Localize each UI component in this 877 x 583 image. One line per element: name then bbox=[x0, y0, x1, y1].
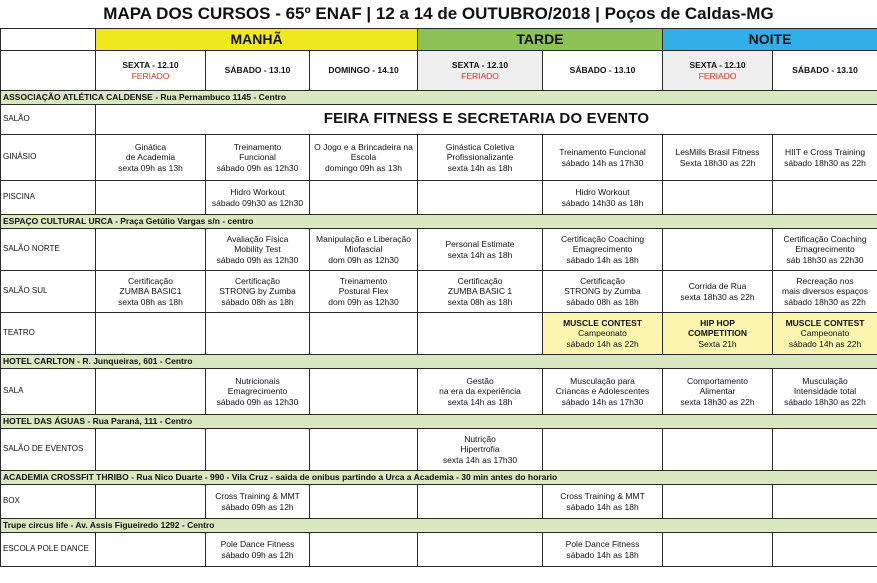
empty-cell bbox=[773, 485, 877, 519]
empty-cell bbox=[310, 313, 418, 355]
day-header: SEXTA - 12.10 FERIADO bbox=[663, 51, 773, 91]
room-row bbox=[1, 313, 877, 355]
section-header: HOTEL CARLTON - R. Junqueiras, 601 - Centro bbox=[1, 355, 877, 369]
course-cell: Nutrição Hipertrofia sexta 14h as 17h30 bbox=[418, 429, 543, 471]
empty-cell bbox=[418, 533, 543, 567]
course-cell: MUSCLE CONTEST Campeonato sábado 14h as 22h bbox=[543, 313, 663, 355]
feira-cell: FEIRA FITNESS E SECRETARIA DO EVENTO bbox=[96, 105, 877, 135]
course-cell: Manipulação e Liberação Miofascial dom 09h as 12h30 bbox=[310, 229, 418, 271]
corner-cell bbox=[1, 29, 96, 51]
course-cell: Treinamento Funcional sábado 14h as 17h30 bbox=[543, 135, 663, 181]
empty-cell bbox=[663, 533, 773, 567]
day-header: SÁBADO - 13.10 bbox=[543, 51, 663, 91]
empty-cell bbox=[773, 533, 877, 567]
room-row bbox=[1, 229, 877, 271]
room-label: GINÁSIO bbox=[1, 135, 96, 181]
room-label: SALÃO bbox=[1, 105, 96, 135]
course-cell: Certificação STRONG by Zumba sábado 08h as 18h bbox=[543, 271, 663, 313]
section-header: HOTEL DAS ÁGUAS - Rua Paraná, 111 - Centro bbox=[1, 415, 877, 429]
course-cell: Pole Dance Fitness sábado 14h as 18h bbox=[543, 533, 663, 567]
room-row bbox=[1, 533, 877, 567]
empty-cell bbox=[96, 533, 206, 567]
course-cell: Ginática de Academia sexta 09h as 13h bbox=[96, 135, 206, 181]
course-cell: Musculação para Criancas e Adolescentes sábado 14h as 17h30 bbox=[543, 369, 663, 415]
course-cell: LesMills Brasil Fitness Sexta 18h30 as 22h bbox=[663, 135, 773, 181]
empty-cell bbox=[96, 313, 206, 355]
empty-cell bbox=[310, 429, 418, 471]
empty-cell bbox=[310, 369, 418, 415]
course-cell: Nutricionais Emagrecimento sábado 09h as 12h30 bbox=[206, 369, 310, 415]
page-title: MAPA DOS CURSOS - 65º ENAF | 12 a 14 de OUTUBRO/2018 | Poços de Caldas-MG bbox=[103, 4, 774, 23]
course-cell: Comportamento Alimentar sexta 18h30 as 22h bbox=[663, 369, 773, 415]
empty-cell bbox=[310, 181, 418, 215]
empty-cell bbox=[310, 533, 418, 567]
empty-cell bbox=[663, 181, 773, 215]
empty-cell bbox=[96, 369, 206, 415]
period-manha: MANHÃ bbox=[96, 29, 418, 51]
course-cell: Certificação ZUMBA BASIC1 sexta 08h as 18h bbox=[96, 271, 206, 313]
empty-cell bbox=[96, 485, 206, 519]
day-header: SÁBADO - 13.10 bbox=[773, 51, 877, 91]
empty-cell bbox=[418, 181, 543, 215]
course-cell: Corrida de Rua sexta 18h30 as 22h bbox=[663, 271, 773, 313]
empty-cell bbox=[663, 485, 773, 519]
period-header-row bbox=[1, 29, 877, 51]
course-cell: Hidro Workout sábado 09h30 as 12h30 bbox=[206, 181, 310, 215]
course-cell: Hidro Workout sábado 14h30 as 18h bbox=[543, 181, 663, 215]
course-cell: Personal Estimate sexta 14h as 18h bbox=[418, 229, 543, 271]
course-cell: Treinamento Funcional sábado 09h as 12h30 bbox=[206, 135, 310, 181]
course-cell: Certificação Coaching Emagrecimento sábado 14h as 18h bbox=[543, 229, 663, 271]
empty-cell bbox=[663, 429, 773, 471]
course-cell: Cross Training & MMT sábado 14h as 18h bbox=[543, 485, 663, 519]
room-row bbox=[1, 485, 877, 519]
empty-cell bbox=[206, 429, 310, 471]
room-label: SALÃO NORTE bbox=[1, 229, 96, 271]
day-header: DOMINGO - 14.10 bbox=[310, 51, 418, 91]
room-label: SALÃO SUL bbox=[1, 271, 96, 313]
room-row bbox=[1, 369, 877, 415]
section-header: ACADEMIA CROSSFIT THRIBO - Rua Nico Duarte - 990 - Vila Cruz - saida de onibus partindo a Urca a Academia - 30 min antes do horario bbox=[1, 471, 877, 485]
section-header: ESPAÇO CULTURAL URCA - Praça Getúlio Vargas s/n - centro bbox=[1, 215, 877, 229]
course-cell: Treinamento Postural Flex dom 09h as 12h30 bbox=[310, 271, 418, 313]
period-noite: NOITE bbox=[663, 29, 877, 51]
course-cell: Ginástica Coletiva Profissionalizante sexta 14h as 18h bbox=[418, 135, 543, 181]
corner-cell bbox=[1, 51, 96, 91]
room-label: BOX bbox=[1, 485, 96, 519]
course-cell: MUSCLE CONTEST Campeonato sábado 14h as 22h bbox=[773, 313, 877, 355]
day-header: SEXTA - 12.10 FERIADO bbox=[418, 51, 543, 91]
day-header: SEXTA - 12.10 FERIADO bbox=[96, 51, 206, 91]
course-cell: Certificação STRONG by Zumba sábado 08h as 18h bbox=[206, 271, 310, 313]
room-label: TEATRO bbox=[1, 313, 96, 355]
course-cell: Certificação ZUMBA BASIC 1 sexta 08h as 18h bbox=[418, 271, 543, 313]
empty-cell bbox=[418, 313, 543, 355]
course-cell: Recreação nos mais diversos espaços sábado 18h30 as 22h bbox=[773, 271, 877, 313]
days-header-row bbox=[1, 51, 877, 91]
empty-cell bbox=[310, 485, 418, 519]
course-cell: Gestão na era da experiência sexta 14h as 18h bbox=[418, 369, 543, 415]
room-label: SALÃO DE EVENTOS bbox=[1, 429, 96, 471]
day-header: SÁBADO - 13.10 bbox=[206, 51, 310, 91]
empty-cell bbox=[96, 429, 206, 471]
empty-cell bbox=[418, 485, 543, 519]
course-cell: O Jogo e a Brincadeira na Escola domingo 09h as 13h bbox=[310, 135, 418, 181]
empty-cell bbox=[663, 229, 773, 271]
course-cell: Musculação Intensidade total sábado 18h30 as 22h bbox=[773, 369, 877, 415]
empty-cell bbox=[206, 313, 310, 355]
empty-cell bbox=[96, 229, 206, 271]
course-cell: Avaliação Física Mobility Test sábado 09h as 12h30 bbox=[206, 229, 310, 271]
period-tarde: TARDE bbox=[418, 29, 663, 51]
room-label: PISCINA bbox=[1, 181, 96, 215]
section-header: Trupe circus life - Av. Assis Figueiredo 1292 - Centro bbox=[1, 519, 877, 533]
room-label: ESCOLA POLE DANCE bbox=[1, 533, 96, 567]
empty-cell bbox=[96, 181, 206, 215]
course-cell: Cross Training & MMT sábado 09h as 12h bbox=[206, 485, 310, 519]
room-row bbox=[1, 271, 877, 313]
room-row bbox=[1, 429, 877, 471]
course-cell: HIP HOP COMPETITION Sexta 21h bbox=[663, 313, 773, 355]
room-row bbox=[1, 135, 877, 181]
schedule-table bbox=[0, 28, 877, 567]
room-row bbox=[1, 181, 877, 215]
course-cell: Certificação Coaching Emagrecimento sáb 18h30 as 22h30 bbox=[773, 229, 877, 271]
course-cell: Pole Dance Fitness sábado 09h as 12h bbox=[206, 533, 310, 567]
room-label: SALA bbox=[1, 369, 96, 415]
section-header: ASSOCIAÇÃO ATLÉTICA CALDENSE - Rua Pernambuco 1145 - Centro bbox=[1, 91, 877, 105]
room-row bbox=[1, 105, 877, 135]
empty-cell bbox=[773, 429, 877, 471]
empty-cell bbox=[543, 429, 663, 471]
empty-cell bbox=[773, 181, 877, 215]
course-cell: HIIT e Cross Training sábado 18h30 as 22h bbox=[773, 135, 877, 181]
